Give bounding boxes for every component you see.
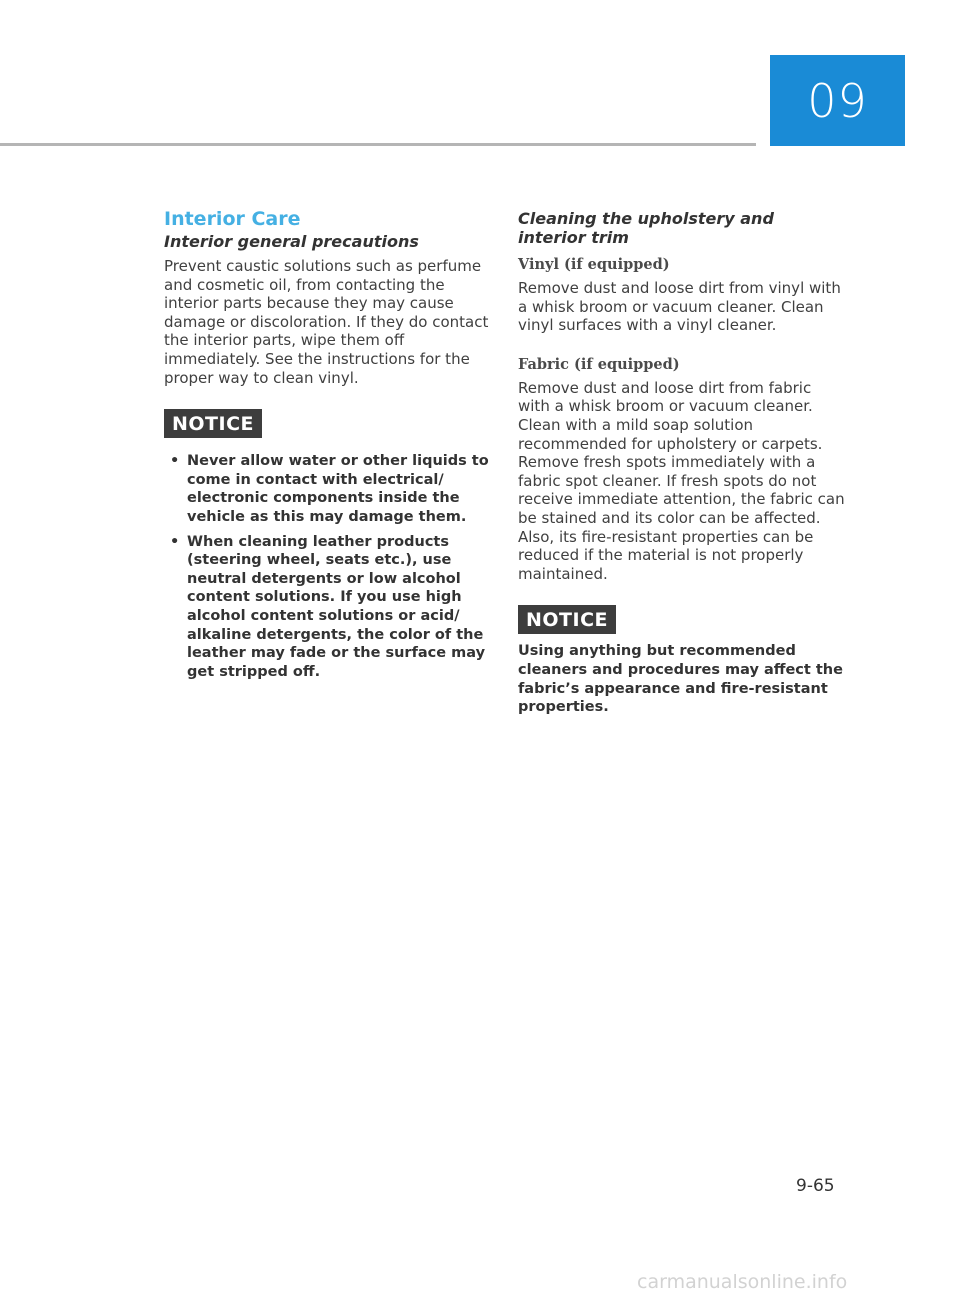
fabric-heading: Fabric (if equipped) xyxy=(518,355,680,373)
notice-item-text: Never allow water or other liquids to come in contact with electrical/ electronic components inside the vehicle as this may damage them. xyxy=(187,453,489,525)
precautions-paragraph: Prevent caustic solutions such as perfume and cosmetic oil, from contacting the interior parts because they may cause damage or discoloration. If they do contact the interior parts, wipe them off immediately. See the instructions for the proper way to clean vinyl. xyxy=(164,257,489,387)
notice-box-left xyxy=(164,409,492,681)
subsection-title-precautions: Interior general precautions xyxy=(164,232,419,251)
vinyl-paragraph: Remove dust and loose dirt from vinyl with a whisk broom or vacuum cleaner. Clean vinyl surfaces with a vinyl cleaner. xyxy=(518,279,841,335)
header-rule xyxy=(0,143,756,146)
notice-box-right xyxy=(518,605,846,716)
notice-item xyxy=(164,452,492,526)
bullet-icon: • xyxy=(170,453,180,470)
notice-item xyxy=(164,533,492,682)
bullet-icon: • xyxy=(170,533,180,550)
section-title: Interior Care xyxy=(164,208,301,230)
notice-item-text: When cleaning leather products (steering wheel, seats etc.), use neutral detergents or low alcohol content solutions. If you use high alcohol content solutions or acid/ alkaline detergents, the color of the leather may fade or the surface may get stripped off. xyxy=(187,533,486,680)
notice-badge: NOTICE xyxy=(518,605,616,634)
page-number: 9-65 xyxy=(796,1176,835,1196)
right-column xyxy=(518,209,846,717)
watermark: carmanualsonline.info xyxy=(637,1271,848,1293)
subsection-title-upholstery: Cleaning the upholstery and interior trim xyxy=(518,209,774,247)
notice-badge: NOTICE xyxy=(164,409,262,438)
fabric-paragraph: Remove dust and loose dirt from fabric with a whisk broom or vacuum cleaner. Clean with a mild soap solution recommended for upholstery or carpets. Remove fresh spots immediately with a fabric spot cleaner. If fresh spots do not receive immediate attention, the fabric can be stained and its color can be affected. Also, its fire-resistant properties can be reduced if the material is not properly maintained. xyxy=(518,378,845,583)
vinyl-heading: Vinyl (if equipped) xyxy=(518,256,670,273)
chapter-tab: 09 xyxy=(770,55,905,146)
notice-list xyxy=(164,452,492,681)
left-column xyxy=(164,206,492,681)
notice-text: Using anything but recommended cleaners and procedures may affect the fabric’s appearance and fire-resistant properties. xyxy=(518,643,843,716)
